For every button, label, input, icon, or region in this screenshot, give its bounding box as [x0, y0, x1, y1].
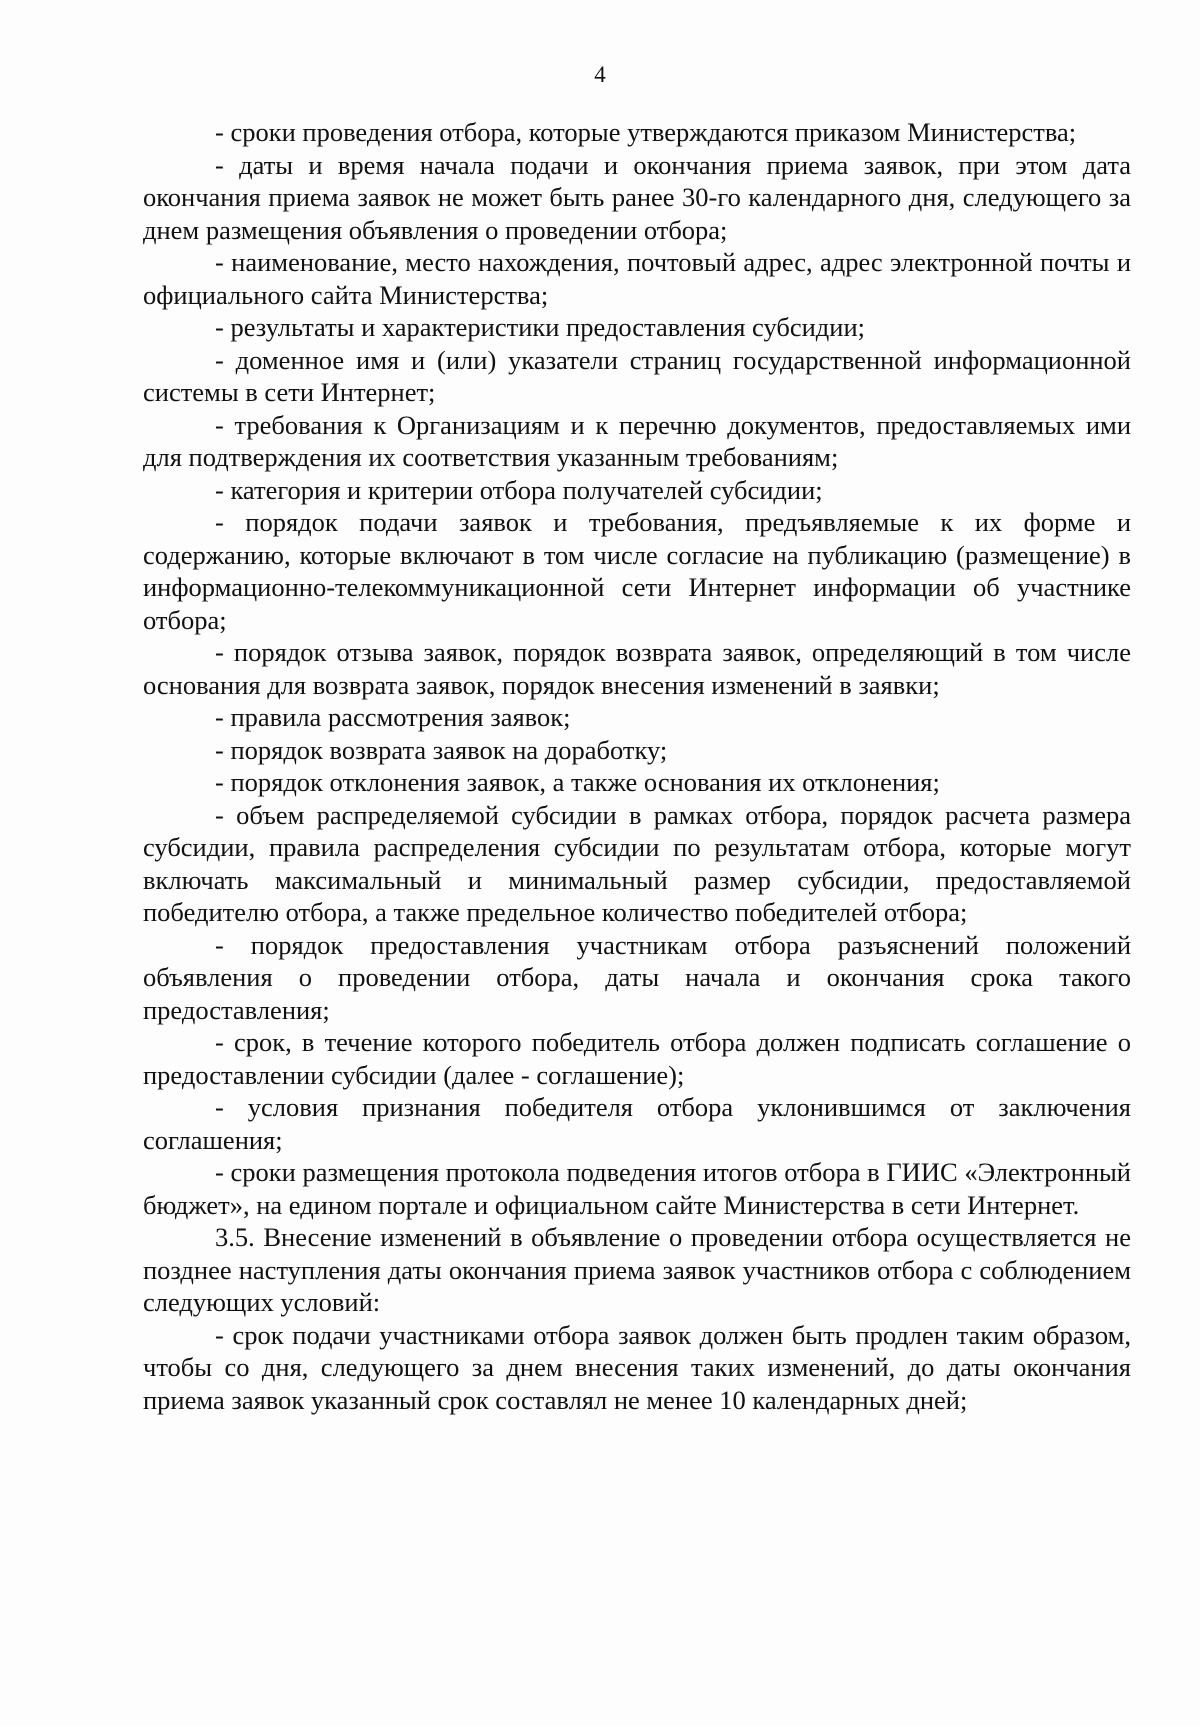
paragraph: - условия признания победителя отбора уклонившимся от заключения соглашения; — [143, 1092, 1131, 1155]
paragraph: - срок подачи участниками отбора заявок должен быть продлен таким образом, чтобы со дня, следующего за днем внесения таких изменений, до даты окончания приема заявок указанный срок составлял не менее 10 календарных дней; — [143, 1319, 1131, 1415]
paragraph: - порядок возврата заявок на доработку; — [215, 734, 668, 765]
paragraph: - результаты и характеристики предоставления субсидии; — [215, 312, 866, 342]
document-body — [143, 116, 1131, 1416]
paragraph: - сроки проведения отбора, которые утверждаются приказом Министерства; — [215, 117, 1077, 147]
paragraph: - объем распределяемой субсидии в рамках отбора, порядок расчета размера субсидии, правила распределения субсидии по результатам отбора, которые могут включать максимальный и минимальный размер субсидии, предоставляемой победителю отбора, а также предельное количество победителей отбора; — [143, 799, 1131, 927]
paragraph: - правила рассмотрения заявок; — [215, 702, 571, 732]
paragraph: - требования к Организациям и к перечню документов, предоставляемых ими для подтверждения их соответствия указанным требованиям; — [143, 409, 1131, 472]
paragraph: - порядок предоставления участникам отбора разъяснений положений объявления о проведении отбора, даты начала и окончания срока такого предоставления; — [143, 929, 1131, 1025]
paragraph: - порядок подачи заявок и требования, предъявляемые к их форме и содержанию, которые включают в том числе согласие на публикацию (размещение) в информационно-телекоммуникационной сети Интернет информации об участнике отбора; — [143, 507, 1131, 635]
paragraph: - наименование, место нахождения, почтовый адрес, адрес электронной почты и официального сайта Министерства; — [143, 247, 1131, 310]
paragraph: - даты и время начала подачи и окончания приема заявок, при этом дата окончания приема заявок не может быть ранее 30-го календарного дня, следующего за днем размещения объявления о проведении отбора; — [143, 149, 1131, 245]
paragraph: - категория и критерии отбора получателей субсидии; — [215, 474, 823, 505]
page-number: 4 — [594, 62, 606, 87]
paragraph: - доменное имя и (или) указатели страниц государственной информационной системы в сети Интернет; — [143, 344, 1131, 407]
paragraph: - порядок отклонения заявок, а также основания их отклонения; — [215, 767, 940, 797]
paragraph: 3.5. Внесение изменений в объявление о проведении отбора осуществляется не позднее наступления даты окончания приема заявок участников отбора с соблюдением следующих условий: — [143, 1222, 1131, 1317]
paragraph: - срок, в течение которого победитель отбора должен подписать соглашение о предоставлении субсидии (далее - соглашение); — [143, 1027, 1131, 1090]
paragraph: - порядок отзыва заявок, порядок возврата заявок, определяющий в том числе основания для возврата заявок, порядок внесения изменений в заявки; — [143, 637, 1131, 700]
paragraph: - сроки размещения протокола подведения итогов отбора в ГИИС «Электронный бюджет», на едином портале и официальном сайте Министерства в сети Интернет. — [143, 1157, 1131, 1220]
